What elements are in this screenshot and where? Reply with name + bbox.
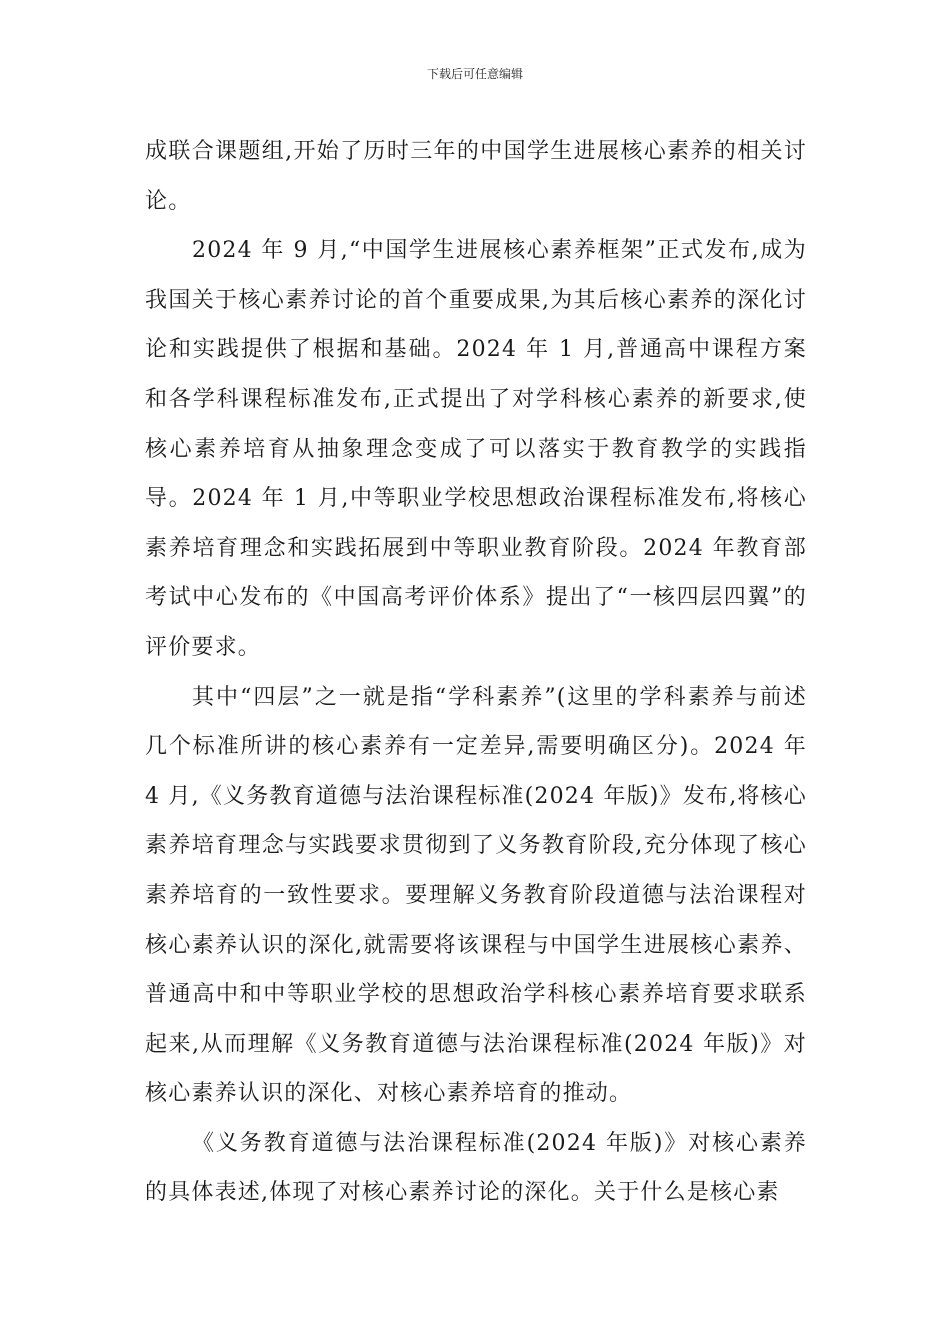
paragraph-core-literacy-expression: 《义务教育道德与法治课程标准(2024 年版)》对核心素养的具体表述,体现了对核心素养讨论的深化。关于什么是核心素	[145, 1130, 807, 1206]
paragraph-framework-release: 2024 年 9 月,“中国学生进展核心素养框架”正式发布,成为我国关于核心素养讨论的首个重要成果,为其后核心素养的深化讨论和实践提供了根据和基础。2024 年 1 月,普通高中课程方案和各学科课程标准发布,正式提出了对学科核心素养的新要求,使核心素养培育从抽象理念变成了可以落实于教育教学的实践指导。2024 年 1 月,中等职业学校思想政治课程标准发布,将核心素养培育理念和实践拓展到中等职业教育阶段。2024 年教育部考试中心发布的《中国高考评价体系》提出了“一核四层四翼”的评价要求。	[145, 238, 807, 660]
paragraph-four-layers: 其中“四层”之一就是指“学科素养”(这里的学科素养与前述几个标准所讲的核心素养有一定差异,需要明确区分)。2024 年 4 月,《义务教育道德与法治课程标准(2024 年版)》发布,将核心素养培育理念与实践要求贯彻到了义务教育阶段,充分体现了核心素养培育的一致性要求。要理解义务教育阶段道德与法治课程对核心素养认识的深化,就需要将该课程与中国学生进展核心素养、普通高中和中等职业学校的思想政治学科核心素养培育要求联系起来,从而理解《义务教育道德与法治课程标准(2024 年版)》对核心素养认识的深化、对核心素养培育的推动。	[145, 684, 807, 1107]
paragraph-continuation: 成联合课题组,开始了历时三年的中国学生进展核心素养的相关讨论。	[145, 139, 807, 214]
page-header-note: 下载后可任意编辑	[426, 67, 523, 81]
document-body	[145, 127, 807, 1218]
